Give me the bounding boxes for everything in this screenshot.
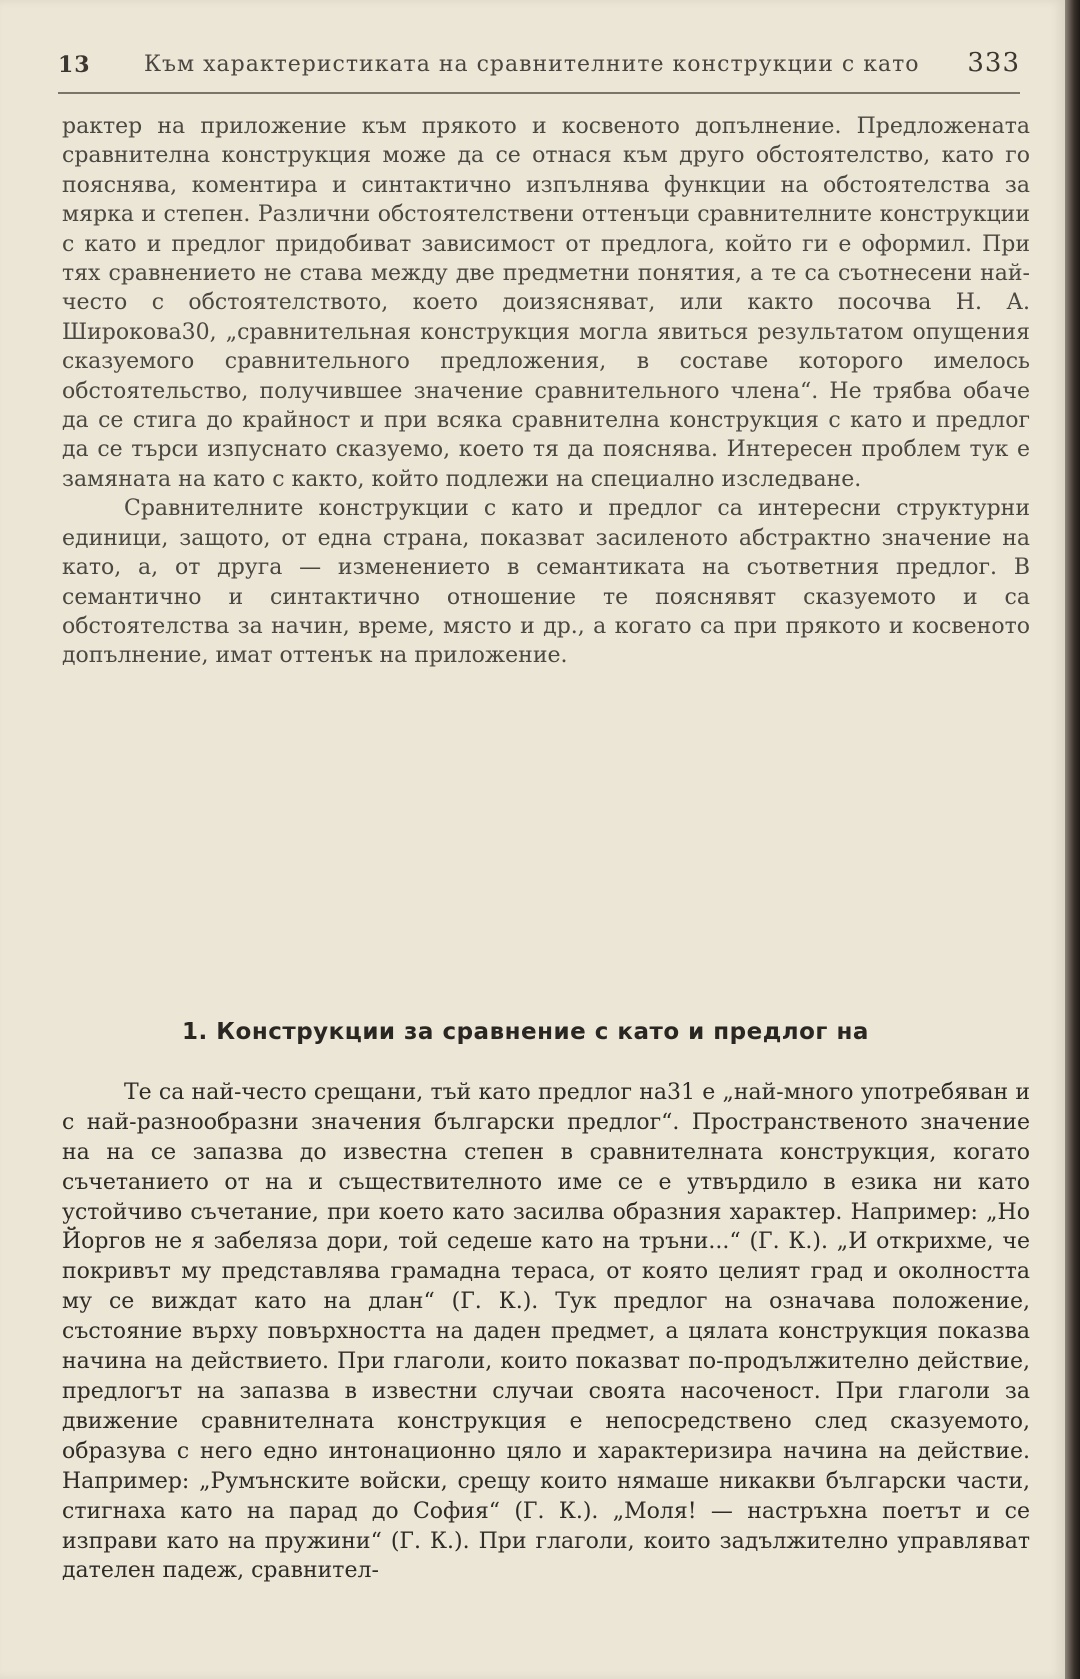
page-number: 333 [967,48,1020,78]
running-title: Към характеристиката на сравнителните конструкции с като [144,52,920,77]
body-text [62,112,1030,671]
paragraph-2: Сравнителните конструкции с като и предлог са интересни структурни единици, защото, от една страна, показват засиленото абстрактно значение на като, а, от друга — изменението в семантиката на съответния предлог. В семантично и синтактично отношение те пояснявят сказуемото и са обстоятелства за начин, време, място и др., а когато са при прякото и косвеното допълнение, имат оттенък на приложение. [62,496,1030,669]
header-rule [58,92,1020,94]
section-paragraph: Те са най-често срещани, тъй като предлог на31 е „най-много употребяван и с най-разнообразни значения български предлог“. Пространственото значение на на се запазва до известна степен в сравнителната конструкция, когато съчетанието от на и съществителното име се е утвърдило в езика ни като устойчиво съчетание, при което като засилва образния характер. Например: „Но Йоргов не я забеляза дори, той седеше като на тръни...“ (Г. К.). „И открихме, че покривът му представлява грамадна тераса, от която целият град и околността му се виждат като на длан“ (Г. К.). Тук предлог на означава положение, състояние върху повърхността на даден предмет, а цялата конструкция показва начина на действието. При глаголи, които показват по-продължително действие, предлогът на запазва в известни случаи своята насоченост. При глаголи за движение сравнителната конструкция е непосредствено след сказуемото, образува с него едно интонационно цяло и характеризира начина на действие. Например: „Румънските войски, срещу които нямаше никакви български части, стигнаха като на парад до София“ (Г. К.). „Моля! — настръхна поетът и се изправи като на пружини“ (Г. К.). При глаголи, които задължително управляват дателен падеж, сравнител- [62,1079,1030,1584]
section-heading: 1. Конструкции за сравнение с като и предлог на [182,1019,869,1045]
running-header [58,48,1020,88]
paragraph-1: рактер на приложение към прякото и косвеното допълнение. Предложената сравнителна конструкция може да се отнася към друго обстоятелство, като го пояснява, коментира и синтактично изпълнява функции на обстоятелства за мярка и степен. Различни обстоятелствени оттенъци сравнителните конструкции с като и предлог придобиват зависимост от предлога, който ги е оформил. При тях сравнението не става между две предметни понятия, а те са съотнесени най-често с обстоятелството, което доизясняват, или както посочва Н. А. Широкова30, „сравнительная конструкция могла явиться результатом опущения сказуемого сравнительного предложения, в составе которого имелось обстоятельство, получившее значение сравнительного члена“. Не трябва обаче да се стига до крайност и при всяка сравнителна конструкция с като и предлог да се търси изпуснато сказуемо, което тя да пояснява. Интересен проблем тук е замяната на като с както, който подлежи на специално изследване. [62,114,1030,492]
section-1 [62,1018,1030,1586]
header-left-mark: 13 [58,52,91,78]
book-spine [1065,0,1080,1679]
